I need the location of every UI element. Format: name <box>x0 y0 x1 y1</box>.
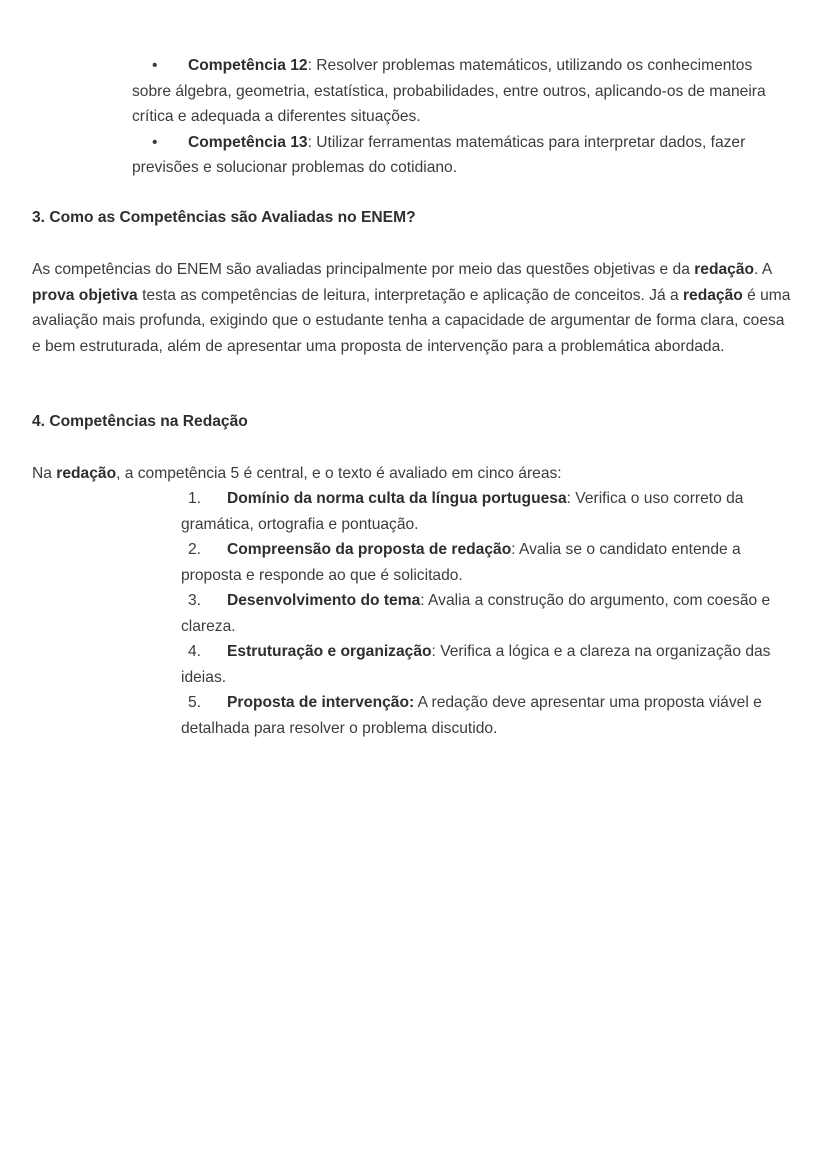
item-title: Estruturação e organização <box>227 643 432 660</box>
bullet-icon: • <box>152 57 158 74</box>
item-text: A redação deve apresentar uma proposta viável e detalhada para resolver o problema discutido. <box>181 694 762 737</box>
bold-text: redação <box>694 261 755 278</box>
item-text: : Resolver problemas matemáticos, utilizando os conhecimentos sobre álgebra, geometria, estatística, probabilidades, entre outros, aplicando-os de maneira crítica e adequada a diferentes situações. <box>132 57 766 125</box>
bold-text: redação <box>682 286 743 304</box>
item-number: 2. <box>188 541 202 558</box>
list-item <box>181 486 791 537</box>
bullet-icon: • <box>152 133 158 151</box>
item-title: Desenvolvimento do tema <box>227 592 421 609</box>
list-item <box>132 130 792 181</box>
item-text: : Utilizar ferramentas matemáticas para interpretar dados, fazer previsões e solucionar problemas do cotidiano. <box>132 133 746 176</box>
list-item <box>132 53 792 130</box>
competencias-list <box>132 53 792 181</box>
list-item <box>181 639 791 690</box>
item-title: Competência 13 <box>188 133 308 151</box>
text: , a competência 5 é central, e o texto é avaliado em cinco áreas: <box>116 465 562 482</box>
bold-text: redação <box>56 465 117 482</box>
list-item <box>181 690 791 741</box>
section-3-paragraph <box>32 257 792 359</box>
item-text: : Avalia se o candidato entende a proposta e responde ao que é solicitado. <box>181 541 741 584</box>
section-4-intro <box>32 461 792 487</box>
item-number: 5. <box>188 694 202 711</box>
list-item <box>181 588 791 639</box>
text: testa as competências de leitura, interpretação e aplicação de conceitos. Já a <box>137 286 683 304</box>
section-4-heading: 4. Competências na Redação <box>32 413 248 430</box>
text: . A <box>754 261 772 278</box>
text: Na <box>32 465 57 482</box>
item-title: Proposta de intervenção: <box>227 694 415 711</box>
bold-text: prova objetiva <box>32 286 138 304</box>
text: As competências do ENEM são avaliadas principalmente por meio das questões objetivas e da <box>32 261 695 278</box>
item-title: Competência 12 <box>188 57 308 74</box>
item-title: Domínio da norma culta da língua portuguesa <box>227 490 567 507</box>
item-number: 1. <box>188 490 202 507</box>
item-number: 4. <box>188 643 202 660</box>
list-item <box>181 537 791 588</box>
item-number: 3. <box>188 592 202 609</box>
text: é uma avaliação mais profunda, exigindo que o estudante tenha a capacidade de argumentar de forma clara, coesa e bem estruturada, além de apresentar uma proposta de intervenção para a problemática abordada. <box>32 286 791 355</box>
redacao-areas-list <box>181 486 791 741</box>
section-3-heading: 3. Como as Competências são Avaliadas no ENEM? <box>32 209 416 226</box>
item-text: : Avalia a construção do argumento, com coesão e clareza. <box>181 592 771 635</box>
item-text: : Verifica a lógica e a clareza na organização das ideias. <box>181 643 771 686</box>
item-title: Compreensão da proposta de redação <box>227 541 512 558</box>
item-text: : Verifica o uso correto da gramática, ortografia e pontuação. <box>181 490 744 533</box>
